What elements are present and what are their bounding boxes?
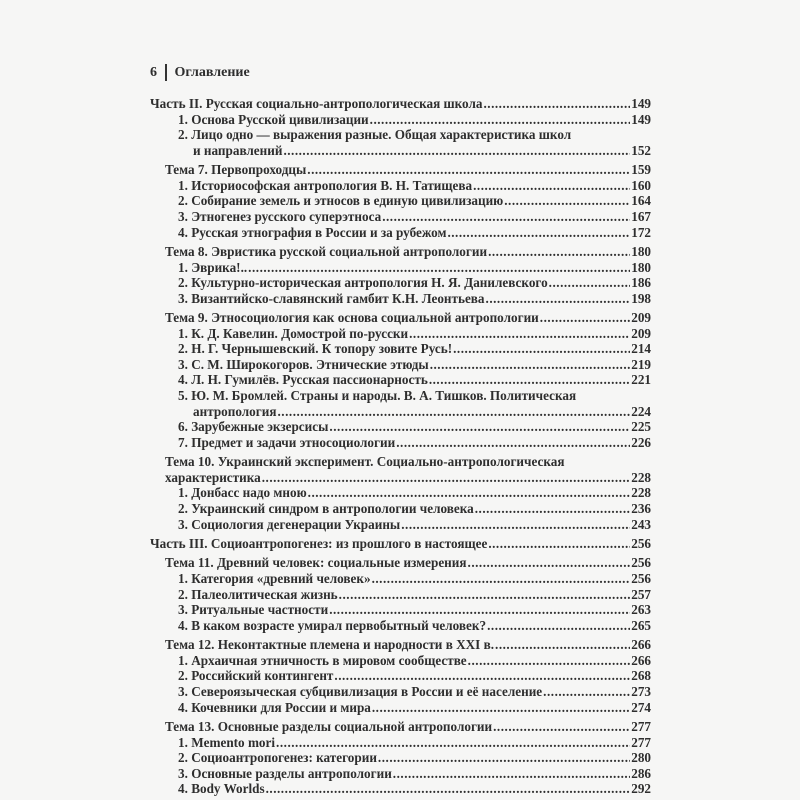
toc-entry [150,719,651,735]
toc-page-number: 266 [631,652,651,668]
toc-entry [150,700,651,716]
toc-page-number: 149 [631,96,651,111]
toc-page-number: 209 [631,325,651,341]
toc-page-number: 236 [631,501,651,517]
dot-leader [473,178,630,194]
toc-entry-title: 3. Византийско-славянский гамбит К.Н. Леонтьева [178,290,485,306]
dot-leader [453,341,630,357]
toc-entry [150,127,651,143]
dot-leader [278,404,631,420]
toc-page-number: 167 [631,208,651,224]
dot-leader [372,571,631,587]
toc-entry [150,684,651,700]
dot-leader [429,372,630,388]
toc-page-number: 277 [631,718,651,734]
toc-page-number: 221 [631,372,651,388]
toc-entry [150,112,651,128]
toc-entry-title: 2. Собирание земель и этносов в единую цивилизацию [178,193,504,209]
dot-leader [370,112,631,128]
toc-entry-title: Тема 13. Основные разделы социальной антропологии [165,718,493,734]
dot-leader [468,653,631,669]
toc-entry-title: 1. К. Д. Кавелин. Домострой по-русски [178,325,409,341]
toc-page-number: 256 [631,536,651,552]
toc-entry-title: 4. В каком возрасте умирал первобытный человек? [178,617,487,633]
toc-entry-title: 1. Донбасс надо мною [178,485,307,501]
toc-entry [150,291,651,307]
dot-leader [488,536,630,552]
dot-leader [329,602,630,618]
toc-entry-title: 6. Зарубежные экзерсисы [178,419,329,435]
toc-entry [150,750,651,766]
toc-entry [150,536,651,552]
header-divider [165,64,167,81]
toc-page-number: 180 [631,259,651,275]
toc-entry-title: 1. Основа Русской цивилизации [178,111,369,127]
toc-page-number: 224 [631,403,651,419]
toc-entry [150,193,651,209]
toc-page-number: 273 [631,683,651,699]
dot-leader [504,193,630,209]
toc-entry-title: Часть III. Социоантропогенез: из прошлого в настоящее [150,536,488,552]
toc-page-number: 277 [631,734,651,750]
toc-entry-title: 1. Memento mori [178,734,276,750]
toc-page-number: 274 [631,699,651,715]
dot-leader [495,637,630,653]
toc-entry [150,419,651,435]
toc-entry [150,341,651,357]
toc-page-number: 209 [631,310,651,326]
toc-entry [150,162,651,178]
dot-leader [486,291,631,307]
toc-entry [150,454,651,470]
toc-page-number: 268 [631,668,651,684]
toc-entry-title: 1. Эврика!.. [178,259,248,275]
toc-entry [150,209,651,225]
toc-entry [150,618,651,634]
toc-page-number: 152 [631,142,651,158]
toc-page-number: 160 [631,177,651,193]
dot-leader [487,618,630,634]
dot-leader [549,275,631,291]
toc-page-number: 256 [631,555,651,571]
toc-entry-title: 4. Body Worlds [178,781,265,797]
toc-entry-continuation [150,470,651,486]
dot-leader [475,501,630,517]
toc-page-number: 159 [631,162,651,178]
toc-entry [150,96,651,112]
toc-entry [150,517,651,533]
toc-page-number: 228 [631,469,651,485]
toc-entry [150,388,651,404]
toc-entry [150,357,651,373]
toc-entry-title: 4. Кочевники для России и мира [178,699,371,715]
dot-leader [483,96,630,112]
dot-leader [276,735,630,751]
toc-entry-continuation [150,143,651,159]
toc-entry [150,637,651,653]
toc-entry [150,260,651,276]
dot-leader [543,684,630,700]
toc-entry-title: Тема 8. Эвристика русской социальной антропологии [165,243,488,259]
toc-entry-title: 3. Ритуальные частности [178,602,329,618]
toc-page-number: 266 [631,637,651,653]
toc-page-number: 228 [631,485,651,501]
toc-entry [150,372,651,388]
toc-page-number: 198 [631,290,651,306]
toc-page-number: 164 [631,193,651,209]
dot-leader [409,326,630,342]
page-header [150,64,250,81]
toc-entry-title: Тема 9. Этносоциология как основа социальной антропологии [165,310,539,326]
toc-entry-title: 4. Русская этнография в России и за рубежом [178,224,447,240]
toc-page-number: 172 [631,224,651,240]
toc-page-number: 214 [631,341,651,357]
toc-entry [150,435,651,451]
toc-entry-title: 1. Категория «древний человек» [178,571,371,586]
toc-entry-title: 3. Социология дегенерации Украины [178,516,401,532]
toc-page-number: 292 [631,781,651,797]
toc-page-number: 225 [631,419,651,435]
toc-entry-title: 2. Палеолитическая жизнь [178,586,338,602]
toc-page-number: 226 [631,434,651,450]
toc-entry-title: Тема 10. Украинский эксперимент. Социально-антропологическая [165,454,565,470]
dot-leader [307,162,630,178]
toc-entry-title-continuation: антропология [193,403,277,419]
dot-leader [382,209,630,225]
toc-entry [150,225,651,241]
dot-leader [468,555,631,571]
toc-entry-title: 3. Североязыческая субцивилизация в России и её население [178,683,543,699]
dot-leader [430,357,631,373]
toc-entry-title: 1. Историософская антропология В. Н. Татищева [178,177,473,193]
dot-leader [372,700,630,716]
dot-leader [266,781,631,797]
dot-leader [248,260,630,276]
toc-entry [150,602,651,618]
toc-page-number: 180 [631,243,651,259]
toc-entry-title: 2. Лицо одно — выражения разные. Общая характеристика школ [178,127,572,143]
dot-leader [540,310,630,326]
toc-entry [150,178,651,194]
running-title: Оглавление [174,64,250,80]
toc-entry-title: Тема 12. Неконтактные племена и народности в XXI в. [165,637,495,653]
toc-entry [150,781,651,797]
toc-entry-title: 3. С. М. Широкогоров. Этнические этюды [178,356,429,372]
toc-entry-title: Тема 11. Древний человек: социальные измерения [165,555,467,571]
toc-page-number: 257 [631,586,651,602]
toc-entry-title: 3. Этногенез русского суперэтноса [178,208,382,224]
toc-page-number: 186 [631,275,651,291]
toc-entry [150,485,651,501]
toc-page-number: 256 [631,571,651,586]
toc-entry-title: 2. Культурно-историческая антропология Н. Я. Данилевского [178,275,548,291]
dot-leader [378,750,630,766]
toc-entry-title-continuation: характеристика [165,469,261,485]
toc-entry-title: 3. Основные разделы антропологии [178,765,392,781]
page-number: 6 [150,64,157,80]
toc-entry-title: Часть II. Русская социально-антропологическая школа [150,96,483,111]
dot-leader [401,517,630,533]
dot-leader [339,587,631,603]
toc-entry-title: 2. Российский контингент [178,668,334,684]
dot-leader [262,470,630,486]
dot-leader [283,143,630,159]
toc-entry [150,653,651,669]
toc-entry [150,735,651,751]
toc-entry [150,501,651,517]
dot-leader [488,244,630,260]
toc-entry-title: 2. Социоантропогенез: категории [178,750,377,766]
toc-entry-title: 7. Предмет и задачи этносоциологии [178,434,396,450]
dot-leader [396,435,630,451]
toc-entry-title: 2. Н. Г. Чернышевский. К топору зовите Русь! [178,341,453,357]
toc-entry-title: 4. Л. Н. Гумилёв. Русская пассионарность [178,372,428,388]
toc-entry [150,668,651,684]
dot-leader [447,225,630,241]
toc-page-number: 280 [631,750,651,766]
toc-entry-title: 2. Украинский синдром в антропологии человека [178,501,474,517]
toc-entry-title: Тема 7. Первопроходцы [165,162,307,178]
dot-leader [308,485,631,501]
toc-entry [150,244,651,260]
toc-entry [150,587,651,603]
toc-entry-title: 1. Архаичная этничность в мировом сообществе [178,652,467,668]
toc-entry [150,310,651,326]
toc-entry [150,766,651,782]
toc-page-number: 265 [631,617,651,633]
toc-page-number: 219 [631,356,651,372]
toc-entry [150,275,651,291]
toc-entry-title-continuation: и направлений [193,142,283,158]
toc-entry-continuation [150,404,651,420]
dot-leader [393,766,630,782]
toc-entry [150,326,651,342]
toc-page-number: 149 [631,111,651,127]
toc-page-number: 263 [631,602,651,618]
dot-leader [334,668,630,684]
toc-page-number: 243 [631,516,651,532]
toc-entry [150,555,651,571]
dot-leader [493,719,630,735]
dot-leader [329,419,630,435]
toc-page-number: 286 [631,765,651,781]
toc-entry-title: 5. Ю. М. Бромлей. Страны и народы. В. А. Тишков. Политическая [178,388,577,404]
table-of-contents [150,96,651,797]
toc-entry [150,571,651,587]
